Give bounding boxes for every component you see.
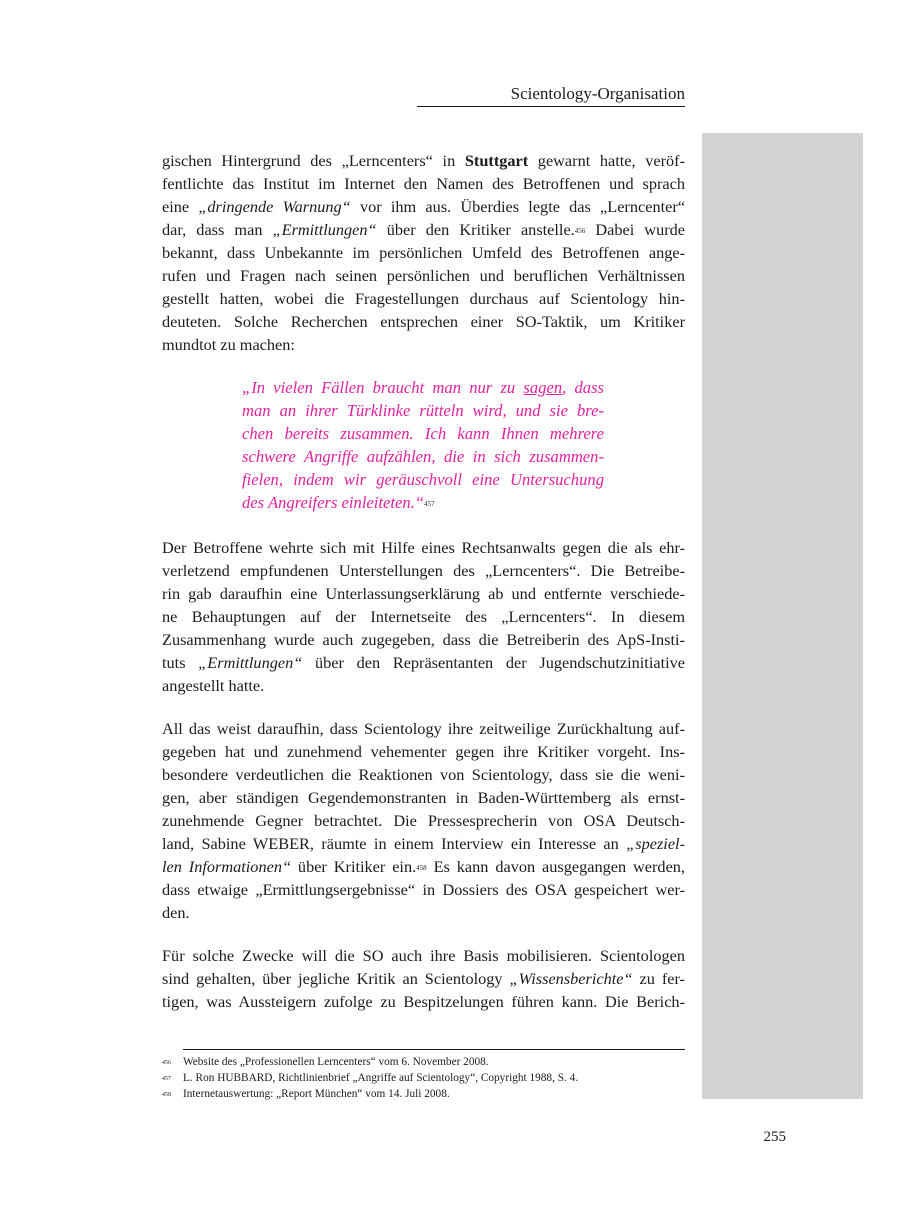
text-line: eine „dringende Warnung“ vor ihm aus. Überdies legte das „Lerncenter“ [162, 197, 685, 216]
text-line: len Informationen“ über Kritiker ein.$^{458}$ Es kann davon ausgegangen werden, [162, 857, 686, 876]
text-line: verletzend empfundenen Unterstellungen des „Lerncenters“. Die Betreibe- [162, 561, 685, 580]
text-line: rin gab daraufhin eine Unterlassungserklärung ab und entfernte verschiede- [162, 584, 685, 603]
paragraph-3 [162, 717, 685, 924]
text-line: zunehmende Gegner betrachtet. Die Pressesprecherin von OSA Deutsch- [162, 811, 685, 830]
text-line: tuts „Ermittlungen“ über den Repräsentanten der Jugendschutzinitiative [162, 653, 685, 672]
quote-line: des Angreifers einleiteten.“$^{457}$ [242, 493, 435, 512]
header-rule [417, 106, 685, 107]
footnote-number: 457 [162, 1076, 171, 1082]
text-line: land, Sabine WEBER, räumte in einem Interview ein Interesse an „speziel- [162, 834, 685, 853]
footnote-ref: 457 [424, 500, 435, 508]
block-quote [242, 376, 604, 514]
text-line: gischen Hintergrund des „Lerncenters“ in Stuttgart gewarnt hatte, veröf- [162, 151, 685, 170]
footnote-text: Website des „Professionellen Lerncenters“ vom 6. November 2008. [183, 1056, 489, 1068]
text-line: dar, dass man „Ermittlungen“ über den Kritiker anstelle.$^{456}$ Dabei wurde [162, 220, 685, 239]
text-line: gegeben hat und zunehmend vehementer gegen ihre Kritiker vorgeht. Ins- [162, 742, 685, 761]
footnote-456 [162, 1055, 685, 1070]
paragraph-4 [162, 944, 685, 1013]
text-line: dass etwaige „Ermittlungsergebnisse“ in Dossiers des OSA gespeichert wer- [162, 880, 685, 899]
text-line: den. [162, 903, 190, 922]
footnote-number: 458 [162, 1092, 171, 1098]
text-line: besondere verdeutlichen die Reaktionen von Scientology, dass sie die weni- [162, 765, 685, 784]
text-line: deuteten. Solche Recherchen entsprechen einer SO-Taktik, um Kritiker [162, 312, 685, 331]
footnote-ref: 456 [574, 227, 586, 235]
text-line: gen, aber ständigen Gegendemonstranten in Baden-Württemberg als ernst- [162, 788, 685, 807]
footnote-458 [162, 1087, 685, 1102]
footnote-ref: 458 [416, 864, 427, 872]
footnote-457 [162, 1071, 685, 1086]
text-line: bekannt, dass Unbekannte im persönlichen Umfeld des Betroffenen ange- [162, 243, 685, 262]
text-line: rufen und Fragen nach seinen persönlichen und beruflichen Verhältnissen [162, 266, 685, 285]
text-line: ne Behauptungen auf der Internetseite des „Lerncenters“. In diesem [162, 607, 685, 626]
running-header: Scientology-Organisation [510, 84, 685, 103]
text-line: sind gehalten, über jegliche Kritik an Scientology „Wissensberichte“ zu fer- [162, 969, 685, 988]
text-line: mundtot zu machen: [162, 335, 295, 354]
paragraph-1 [162, 149, 685, 356]
page-number: 255 [763, 1129, 786, 1145]
text-line: gestellt hatten, wobei die Fragestellungen durchaus auf Scientology hin- [162, 289, 685, 308]
quote-line: chen bereits zusammen. Ich kann Ihnen mehrere [242, 424, 604, 443]
quote-line: „In vielen Fällen braucht man nur zu sagen, dass [242, 378, 604, 397]
footnote-number: 456 [162, 1060, 171, 1066]
text-line: angestellt hatte. [162, 676, 265, 695]
quote-line: man an ihrer Türklinke rütteln wird, und sie bre- [242, 401, 604, 420]
text-line: All das weist daraufhin, dass Scientology ihre zeitweilige Zurückhaltung auf- [162, 719, 685, 738]
text-line: Zusammenhang wurde auch zugegeben, dass die Betreiberin des ApS-Insti- [162, 630, 685, 649]
text-line: Der Betroffene wehrte sich mit Hilfe eines Rechtsanwalts gegen die als ehr- [162, 538, 685, 557]
emphasis-stuttgart: Stuttgart [464, 151, 529, 170]
footnote-text: L. Ron HUBBARD, Richtlinienbrief „Angriffe auf Scientology“, Copyright 1988, S. 4. [183, 1072, 579, 1084]
margin-sidebar [702, 133, 863, 1099]
quote-line: fielen, indem wir geräuschvoll eine Untersuchung [242, 470, 604, 489]
footnote-rule [183, 1049, 685, 1050]
paragraph-2 [162, 536, 685, 697]
text-line: fentlichte das Institut im Internet den Namen des Betroffenen und sprach [162, 174, 685, 193]
text-line: Für solche Zwecke will die SO auch ihre Basis mobilisieren. Scientologen [162, 946, 685, 965]
quote-line: schwere Angriffe aufzählen, die in sich zusammen- [242, 447, 604, 466]
footnote-text: Internetauswertung: „Report München“ vom 14. Juli 2008. [183, 1088, 450, 1100]
text-line: tigen, was Aussteigern zufolge zu Bespitzelungen führen kann. Die Berich- [162, 992, 685, 1011]
